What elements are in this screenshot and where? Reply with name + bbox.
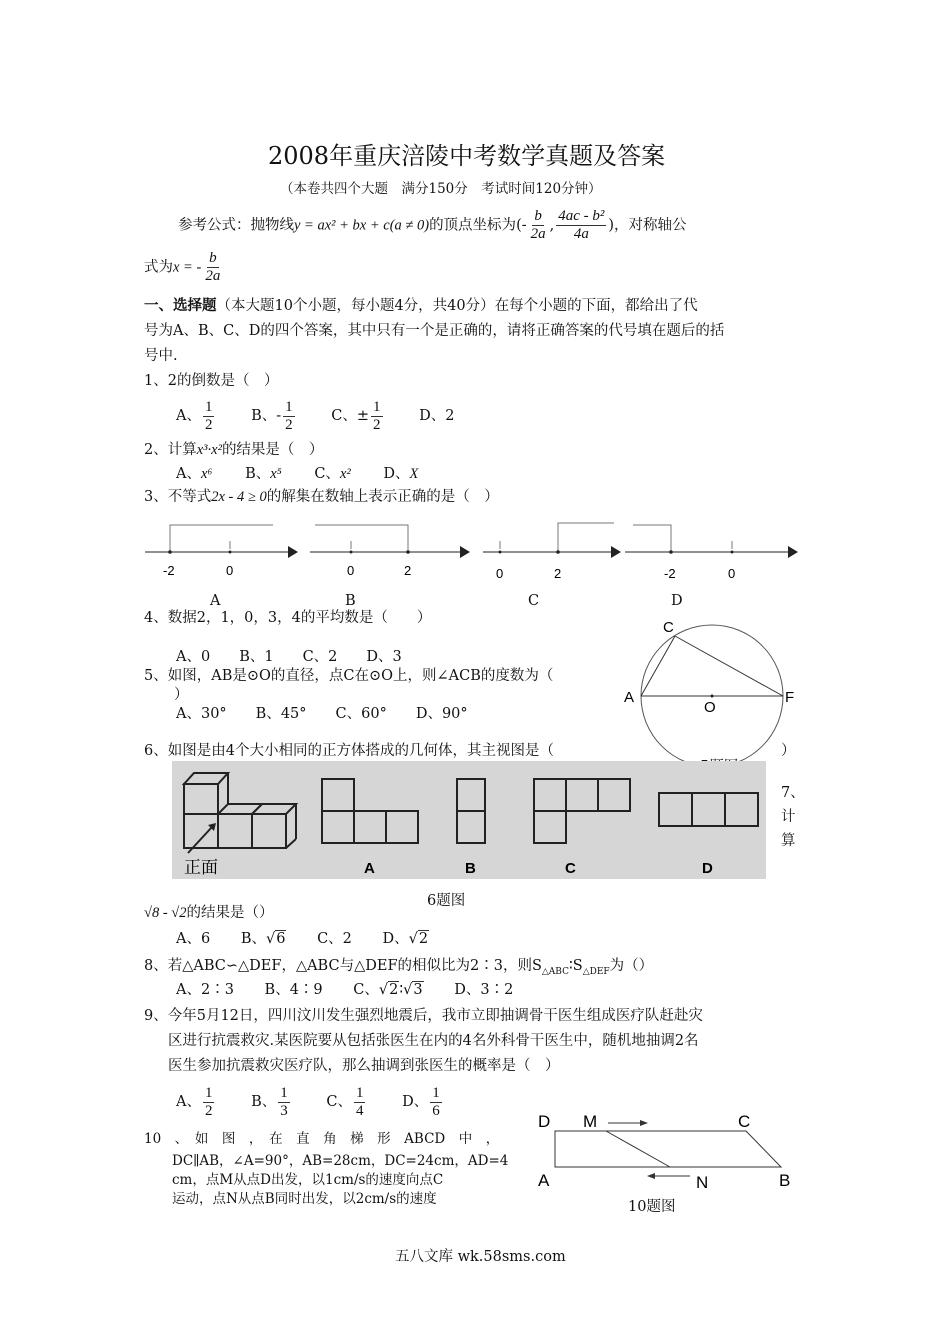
footer-watermark: 五八文库 wk.58sms.com: [395, 1249, 566, 1265]
vertex-d-label: D: [538, 1112, 551, 1131]
point-c-label: C: [663, 619, 674, 636]
q10-trapezoid-figure: [530, 1105, 800, 1195]
q8-option-a: A、2∶3: [176, 982, 234, 998]
q1-options: [176, 396, 454, 436]
point-o-label: O: [704, 699, 716, 716]
vertex-b-label: B: [779, 1171, 791, 1190]
vertex-x-fraction: $\frac{b}{2a}$: [530, 208, 546, 242]
q2-option-d: X: [409, 466, 419, 482]
q7-option-c: C、2: [317, 931, 352, 947]
view-d: [659, 793, 758, 826]
q4-options: A、0 B、1 C、2 D、3: [176, 649, 402, 665]
vertex-y-fraction: $\frac{\text{4ac - b²}}{4a}$: [558, 208, 605, 242]
q3-option-b: B: [345, 593, 356, 609]
q7-number: 7、: [781, 785, 805, 801]
q5-stem-close: ）: [174, 687, 189, 703]
q6-stem: 6、如图是由4个大小相同的正方体搭成的几何体，其主视图是（: [144, 743, 554, 759]
q5-options: A、30° B、45° C、60° D、90°: [176, 706, 468, 722]
q1-option-c: C、±: [331, 408, 370, 424]
label-c1: 0: [496, 566, 504, 581]
q9-option-c: $\frac{1}{4}$: [355, 1084, 364, 1119]
q8-option-c: C、: [353, 982, 379, 998]
q7-expression: √8 - √2: [144, 905, 187, 921]
q6-caption: 6题图: [427, 893, 466, 909]
label-d2: 0: [728, 566, 736, 581]
q2-expression: x³·x²: [196, 442, 222, 458]
q7-stem: √8 - √2的结果是（）: [144, 905, 274, 921]
q7-option-b: B、: [240, 931, 266, 947]
q7-option-a: A、6: [176, 931, 211, 947]
q10-line1: 10 、 如 图 ， 在 直 角 梯 形 ABCD 中 ，: [144, 1131, 500, 1147]
point-n-label: N: [696, 1173, 709, 1192]
reference-formula: 参考公式：抛物线y = ax² + bx + c(a ≠ 0)的顶点坐标为(- $\frac{b}{2a}$ , $\frac{\text{4ac - b²}}{4a}$ )，对称轴公: [178, 208, 687, 242]
axis-fraction: $\frac{b}{2a}$: [205, 250, 221, 284]
vertex-a-label: A: [538, 1171, 550, 1190]
label-c2: 2: [554, 566, 562, 581]
q6-stem-close: ）: [781, 743, 796, 759]
q9-line1: 9、今年5月12日，四川汶川发生强烈地震后，我市立即抽调骨干医生组成医疗队赶赴灾: [144, 1008, 703, 1024]
q8-options: A、2∶3 B、4∶9 C、√2∶√3 D、3∶2: [176, 982, 514, 998]
q9-option-b: $\frac{1}{3}$: [280, 1084, 288, 1119]
view-b: [457, 779, 485, 843]
q10-line4: 运动，点N从点B同时出发，以2cm/s的速度: [172, 1191, 437, 1207]
formula-equation: y = ax² + bx + c(a ≠ 0): [294, 217, 430, 234]
cube-solid: [184, 773, 296, 848]
q7-option-d: D、: [382, 931, 409, 947]
q9-line3: 医生参加抗震救灾医疗队，那么抽调到张医生的概率是（ ）: [168, 1058, 560, 1074]
q1-option-b: B、-: [251, 408, 282, 424]
q3-option-d: D: [671, 593, 683, 609]
q1-stem: 1、2的倒数是（ ）: [144, 373, 279, 389]
q2-options: A、x⁶ B、x⁵ C、x² D、X: [176, 466, 419, 482]
view-c-label: C: [565, 860, 576, 877]
label-a2: 0: [226, 563, 234, 578]
view-a-label: A: [364, 860, 375, 877]
q1-frac-c: $\frac{1}{2}$: [373, 398, 381, 433]
q7-word1: 计: [781, 809, 796, 825]
q9-option-d: $\frac{1}{6}$: [432, 1084, 440, 1119]
section1-text1: （本大题10个小题，每小题4分，共40分）在每个小题的下面，都给出了代: [216, 298, 698, 314]
label-a1: -2: [163, 563, 175, 578]
view-c: [534, 779, 630, 843]
section1-line3: 号中.: [144, 348, 178, 364]
q9-options: A、 $\frac{1}{2}$ B、 $\frac{1}{3}$ C、 $\frac{1}{4}$ D、 $\frac{1}{6}$: [176, 1084, 440, 1119]
label-d1: -2: [664, 566, 676, 581]
point-m-label: M: [583, 1112, 598, 1131]
axis-prefix: 式为: [144, 259, 173, 276]
q2-option-c: x²: [339, 466, 351, 482]
section1-line1: [144, 295, 698, 317]
q2-stem: 2、计算x³·x²的结果是（ ）: [144, 442, 324, 458]
q2-option-a: x⁶: [200, 466, 213, 482]
q1-option-a: A、: [176, 408, 201, 424]
q7-options: A、6 B、√6 C、2 D、√2: [176, 931, 429, 947]
label-b1: 0: [347, 563, 355, 578]
q3-option-c: C: [528, 593, 540, 609]
formula-suffix: )，对称轴公: [608, 217, 687, 234]
section1-line2: 号为A、B、C、D的四个答案，其中只有一个是正确的，请将正确答案的代号填在题后的括: [144, 323, 725, 339]
axis-equation: x = -: [173, 259, 202, 276]
formula-open: (-: [516, 217, 527, 234]
q6-views: [172, 761, 766, 879]
q1-frac-a: $\frac{1}{2}$: [204, 398, 213, 433]
point-a-label: A: [624, 689, 635, 706]
number-line-b: [310, 525, 470, 578]
q10-line2: DC∥AB，∠A=90°，AB=28cm，DC=24cm，AD=4: [172, 1153, 509, 1169]
q6-figure: [172, 761, 766, 879]
formula-vertex-text: 的顶点坐标为: [429, 217, 517, 234]
q3-stem: 3、不等式2x - 4 ≥ 0的解集在数轴上表示正确的是（ ）: [144, 489, 499, 505]
view-b-label: B: [465, 860, 476, 877]
q8-stem: 8、若△ABC∽△DEF，△ABC与△DEF的相似比为2∶3，则$S_{\triangle ABC}∶S_{\triangle DEF}$为（）: [144, 958, 654, 977]
q1-frac-b: $\frac{1}{2}$: [285, 398, 293, 433]
page-title: 2008年重庆涪陵中考数学真题及答案: [268, 142, 666, 170]
q8-option-b: B、4∶9: [264, 982, 323, 998]
subtitle: （本卷共四个大题 满分150分 考试时间120分钟）: [280, 181, 602, 197]
q3-option-a: A: [210, 593, 221, 609]
number-line-d: [625, 525, 798, 581]
number-line-c: [483, 523, 621, 581]
number-line-a: [145, 525, 298, 578]
vertex-c-label: C: [738, 1112, 751, 1131]
q7-word2: 算: [781, 833, 796, 849]
q9-option-a: $\frac{1}{2}$: [204, 1084, 213, 1119]
axis-formula: [144, 250, 224, 285]
q10-line3: cm，点M从点D出发，以1cm/s的速度向点C: [172, 1172, 444, 1188]
q4-stem: 4、数据2，1，0，3，4的平均数是（ ）: [144, 610, 432, 626]
q8-option-d: D、3∶2: [454, 982, 514, 998]
q9-line2: 区进行抗震救灾.某医院要从包括张医生在内的4名外科骨干医生中，随机地抽调2名: [168, 1033, 699, 1049]
section1-heading: 一、选择题: [144, 297, 217, 314]
q1-option-d: D、2: [419, 408, 455, 424]
front-label: 正面: [184, 858, 218, 877]
q10-caption: 10题图: [628, 1199, 676, 1215]
label-b2: 2: [404, 563, 412, 578]
q2-option-b: x⁵: [270, 466, 282, 482]
q3-expression: 2x - 4 ≥ 0: [211, 489, 267, 505]
q5-stem: 5、如图，AB是⊙O的直径，点C在⊙O上，则∠ACB的度数为（: [144, 668, 554, 684]
formula-prefix: 参考公式：抛物线: [178, 217, 294, 234]
view-a: [322, 779, 418, 843]
point-b-label: F: [785, 689, 795, 706]
q3-number-lines: [140, 515, 810, 610]
view-d-label: D: [702, 860, 713, 877]
